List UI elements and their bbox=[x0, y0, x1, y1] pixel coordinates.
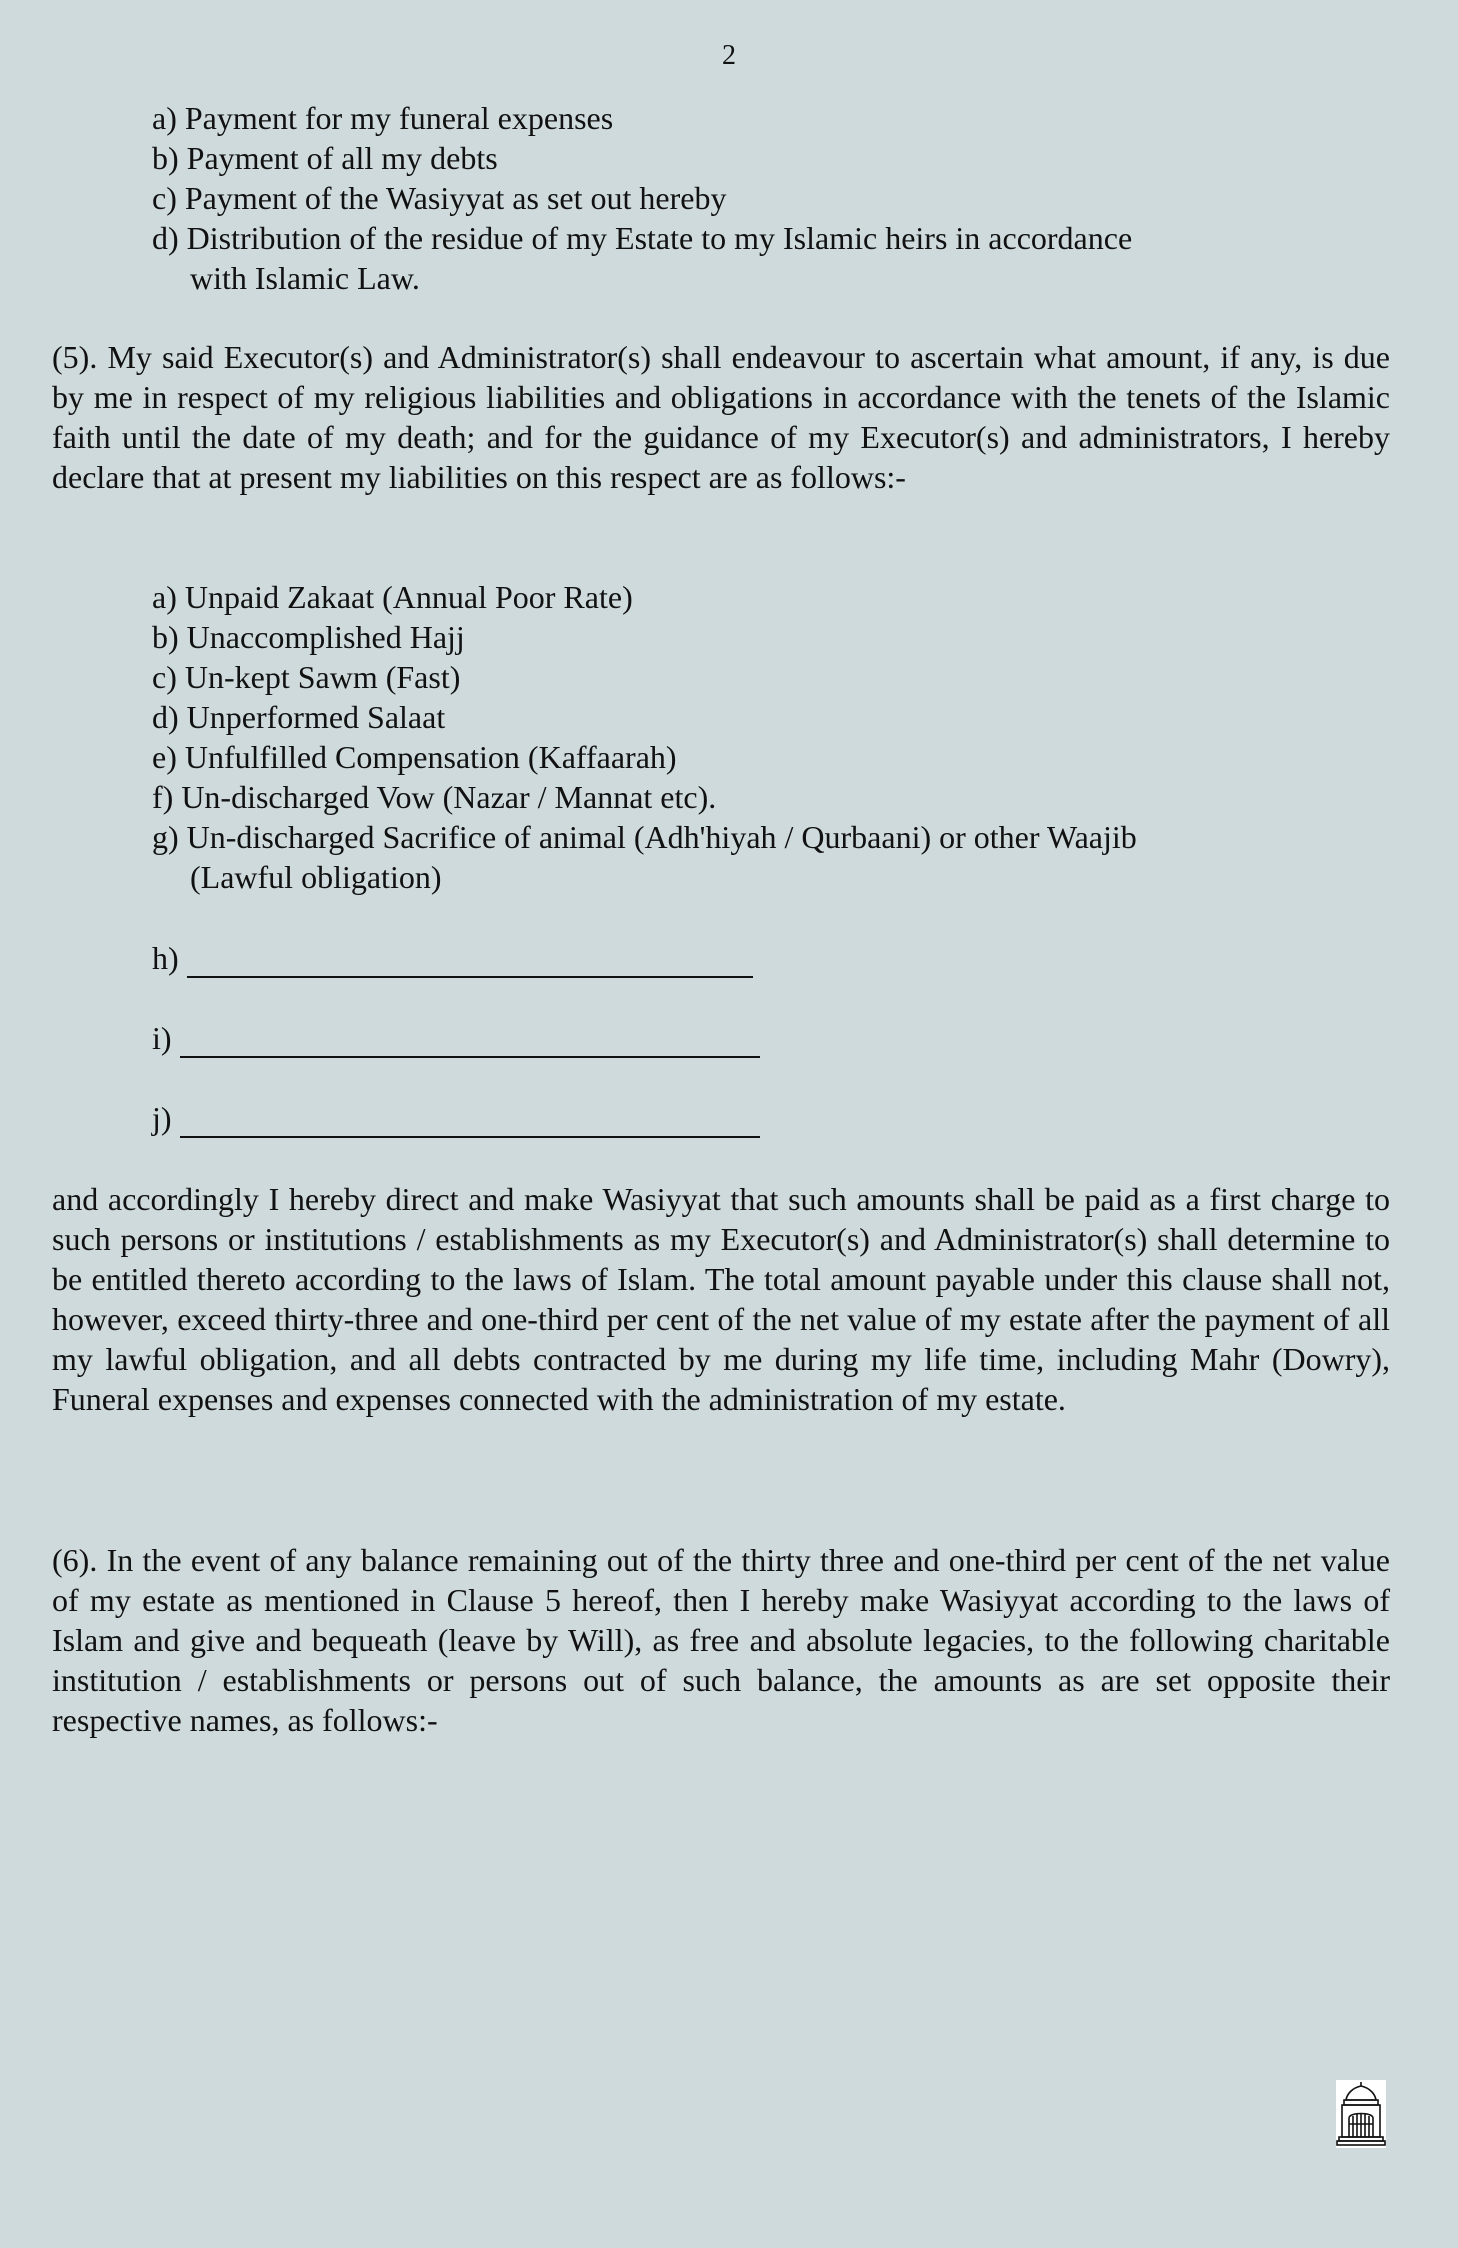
blank-item-i bbox=[152, 1018, 760, 1058]
list-item: b) Payment of all my debts bbox=[152, 140, 498, 176]
liabilities-list bbox=[152, 577, 1352, 897]
page-number: 2 bbox=[722, 40, 736, 71]
list-item: f) Un-discharged Vow (Nazar / Mannat etc). bbox=[152, 779, 717, 815]
clause-5-continued-paragraph: and accordingly I hereby direct and make Wasiyyat that such amounts shall be paid as a first charge to such persons or institutions / establishments as my Executor(s) and Administrator(s) shall determine to be entitled thereto according to the laws of Islam. The total amount payable under this clause shall not, however, exceed thirty-three and one-third per cent of the net value of my estate after the payment of all my lawful obligation, and all debts contracted by me during my life time, including Mahr (Dowry), Funeral expenses and expenses connected with the administration of my estate. bbox=[52, 1181, 1390, 1417]
fill-in-line[interactable] bbox=[180, 1106, 760, 1138]
list-item-continuation: (Lawful obligation) bbox=[190, 859, 442, 895]
list-item: c) Un-kept Sawm (Fast) bbox=[152, 659, 461, 695]
blank-item-label: j) bbox=[152, 1100, 172, 1136]
list-item: c) Payment of the Wasiyyat as set out hereby bbox=[152, 180, 727, 216]
fill-in-line[interactable] bbox=[187, 946, 753, 978]
list-item: a) Unpaid Zakaat (Annual Poor Rate) bbox=[152, 579, 633, 615]
blank-item-label: i) bbox=[152, 1020, 172, 1056]
clause-6-paragraph: (6). In the event of any balance remaining out of the thirty three and one-third per cent of the net value of my estate as mentioned in Clause 5 hereof, then I hereby make Wasiyyat according to the laws of Islam and give and bequeath (leave by Will), as free and absolute legacies, to the following charitable institution / establishments or persons out of such balance, the amounts as are set opposite their respective names, as follows:- bbox=[52, 1542, 1390, 1738]
list-item: d) Distribution of the residue of my Estate to my Islamic heirs in accordance bbox=[152, 220, 1133, 256]
list-item: a) Payment for my funeral expenses bbox=[152, 100, 614, 136]
payments-list bbox=[152, 98, 1352, 298]
blank-item-label: h) bbox=[152, 940, 179, 976]
blank-item-j bbox=[152, 1098, 760, 1138]
list-item: b) Unaccomplished Hajj bbox=[152, 619, 465, 655]
building-emblem-icon bbox=[1336, 2080, 1386, 2148]
list-item: g) Un-discharged Sacrifice of animal (Adh'hiyah / Qurbaani) or other Waajib bbox=[152, 819, 1137, 855]
list-item: e) Unfulfilled Compensation (Kaffaarah) bbox=[152, 739, 677, 775]
clause-5-paragraph: (5). My said Executor(s) and Administrator(s) shall endeavour to ascertain what amount, if any, is due by me in respect of my religious liabilities and obligations in accordance with the tenets of the Islamic faith until the date of my death; and for the guidance of my Executor(s) and administrators, I hereby declare that at present my liabilities on this respect are as follows:- bbox=[52, 339, 1390, 495]
blank-item-h bbox=[152, 938, 753, 978]
list-item-continuation: with Islamic Law. bbox=[190, 260, 420, 296]
list-item: d) Unperformed Salaat bbox=[152, 699, 446, 735]
fill-in-line[interactable] bbox=[180, 1026, 760, 1058]
